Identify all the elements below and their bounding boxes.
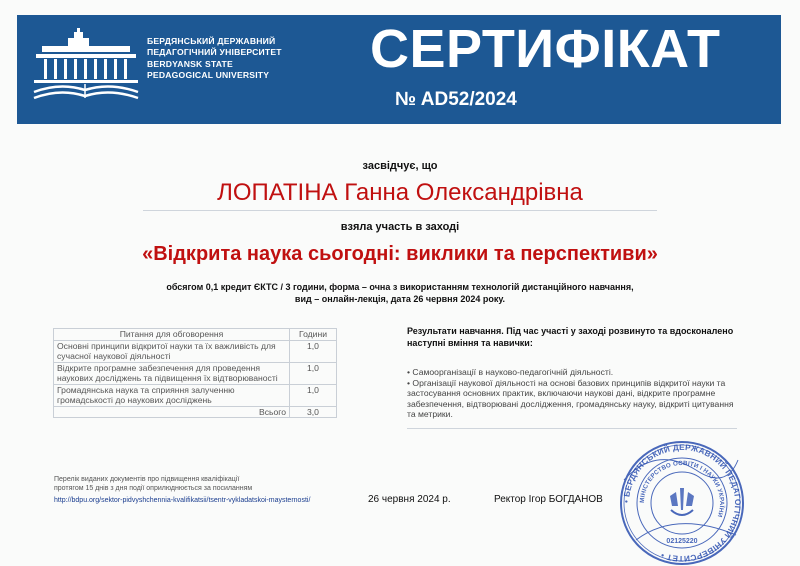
topic-cell: Основні принципи відкритої науки та їх важливість для сучасної наукової діяльності [54,340,290,362]
certifies-text: засвідчує, що [362,160,438,172]
column-header-hours: Години [290,329,337,341]
description-line: вид – онлайн-лекція, дата 26 червня 2024 року. [294,293,506,304]
table-row [54,340,337,362]
divider [143,210,657,211]
publication-note [54,475,252,493]
table-total-row [54,406,337,418]
table-row [54,384,337,406]
event-title: «Відкрита наука сьогодні: виклики та перспективи» [142,243,658,265]
total-hours: 3,0 [290,406,337,418]
total-label: Всього [54,406,290,418]
topics-table [53,328,337,418]
university-name-line: BERDYANSK STATE [147,59,233,69]
table-row [54,362,337,384]
university-logo-icon [30,26,140,102]
results-heading: Результати навчання. Під час участі у заході розвинуто та вдосконалено наступні вміння та навички: [407,326,734,348]
rector-signature: Ректор Ігор БОГДАНОВ [494,494,603,505]
note-line: протягом 15 днів з дня події оприлюднюється за посиланням [54,485,253,492]
description-line: обсягом 0,1 кредит ЄКТС / 3 години, форма – очна з використанням технологій дистанційного навчання, [166,282,634,292]
hours-cell: 1,0 [290,340,337,362]
documents-link[interactable]: http://bdpu.org/sektor-pidvyshchennia-kvalifikatsii/tsentr-vykladatskoi-maysternosti/ [54,497,311,504]
note-line: Перелік виданих документів про підвищення кваліфікації [54,476,240,483]
learning-results [407,326,742,420]
divider [407,428,737,429]
seal-inner-text: МІНІСТЕРСТВО ОСВІТИ І НАУКИ УКРАЇНИ [638,459,726,519]
issue-date: 26 червня 2024 р. [368,494,451,505]
column-header-topic: Питання для обговорення [54,329,290,341]
table-header-row [54,329,337,341]
hours-cell: 1,0 [290,362,337,384]
seal-outer-text: • БЕРДЯНСЬКИЙ ДЕРЖАВНИЙ ПЕДАГОГІЧНИЙ УНІВЕРСИТЕТ • [621,442,743,564]
certificate-number: № AD52/2024 [395,89,517,110]
certificate-title: СЕРТИФІКАТ [370,19,721,79]
seal-code: 02125220 [666,538,698,545]
list-item: • Організації наукової діяльності на основі базових принципів відкритої науки та застосування основних практик, включаючи наукові дані, відкрите програмне забезпечення, відтворювані дослідження, громадянську науку, відкриті цитування та метрики. [407,378,742,420]
participation-text: взяла участь в заході [340,221,460,233]
official-seal-icon [616,440,748,566]
results-list [407,367,742,420]
university-name [147,36,282,80]
university-name-line: БЕРДЯНСЬКИЙ ДЕРЖАВНИЙ [147,36,276,46]
university-name-line: ПЕДАГОГІЧНИЙ УНІВЕРСИТЕТ [147,46,282,57]
event-description [0,282,800,305]
topic-cell: Громадянська наука та сприяння залученню громадськості до наукових досліджень [54,384,290,406]
university-name-line: PEDAGOGICAL UNIVERSITY [147,69,270,80]
hours-cell: 1,0 [290,384,337,406]
list-item: • Самоорганізації в науково-педагогічній діяльності. [407,367,742,378]
recipient-name: ЛОПАТІНА Ганна Олександрівна [217,179,583,206]
topic-cell: Відкрите програмне забезпечення для проведення наукових досліджень та підвищення їх відтворюваності [54,362,290,384]
